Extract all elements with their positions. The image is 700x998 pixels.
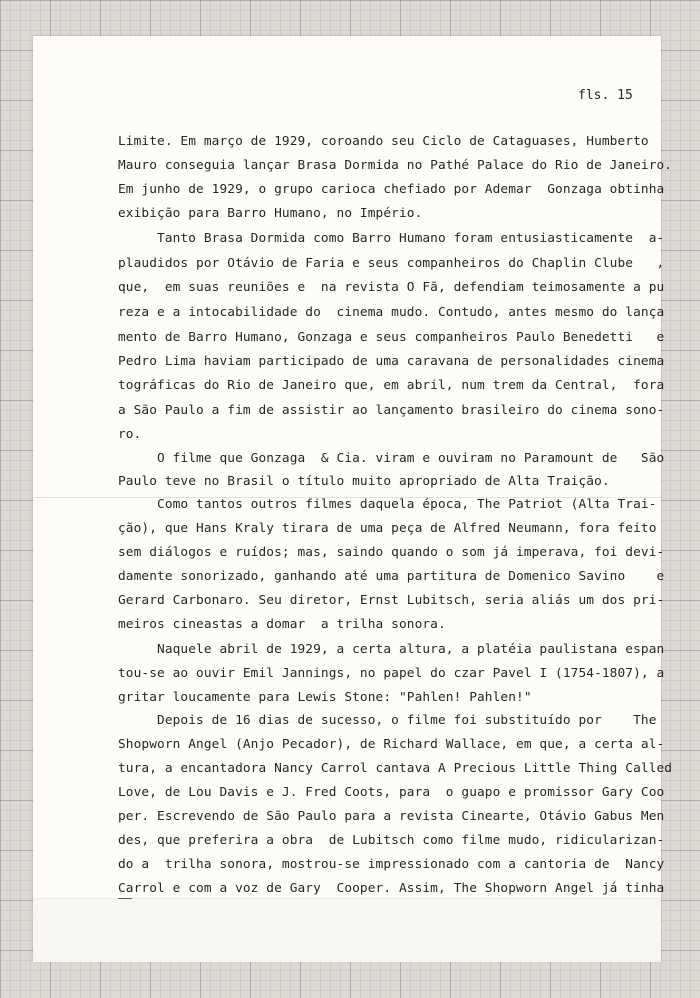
- text-line: Carrol e com a voz de Gary Cooper. Assim, The Shopworn Angel já tinha: [118, 881, 665, 896]
- typed-dash-mark: [118, 898, 132, 899]
- text-line: do a trilha sonora, mostrou-se impressionado com a cantoria de Nancy: [118, 857, 665, 872]
- text-line: Mauro conseguia lançar Brasa Dormida no Pathé Palace do Rio de Janeiro.: [118, 158, 673, 173]
- text-line: Love, de Lou Davis e J. Fred Coots, para o guapo e promissor Gary Coo: [118, 785, 665, 800]
- text-line: reza e a intocabilidade do cinema mudo. Contudo, antes mesmo do lança: [118, 305, 665, 320]
- text-line: Limite. Em março de 1929, coroando seu Ciclo de Cataguases, Humberto: [118, 134, 649, 149]
- text-line: gritar loucamente para Lewis Stone: "Pahlen! Pahlen!": [118, 690, 532, 705]
- text-line: meiros cineastas a domar a trilha sonora.: [118, 617, 446, 632]
- text-line: Pedro Lima haviam participado de uma caravana de personalidades cinema: [118, 354, 665, 369]
- text-line: Shopworn Angel (Anjo Pecador), de Richard Wallace, em que, a certa al-: [118, 737, 665, 752]
- text-line: Como tantos outros filmes daquela época, The Patriot (Alta Trai-: [118, 497, 657, 512]
- text-line: Em junho de 1929, o grupo carioca chefiado por Ademar Gonzaga obtinha: [118, 182, 665, 197]
- text-line: tura, a encantadora Nancy Carrol cantava A Precious Little Thing Called: [118, 761, 673, 776]
- text-line: des, que preferira a obra de Lubitsch como filme mudo, ridicularizan-: [118, 833, 665, 848]
- text-line: O filme que Gonzaga & Cia. viram e ouviram no Paramount de São: [118, 451, 665, 466]
- text-line: Naquele abril de 1929, a certa altura, a platéia paulistana espan: [118, 642, 665, 657]
- text-line: que, em suas reuniões e na revista O Fã, defendiam teimosamente a pu: [118, 280, 665, 295]
- text-line: ção), que Hans Kraly tirara de uma peça de Alfred Neumann, fora feito: [118, 521, 657, 536]
- text-line: damente sonorizado, ganhando até uma partitura de Domenico Savino e: [118, 569, 665, 584]
- page-bottom-strip: [33, 898, 661, 962]
- text-line: plaudidos por Otávio de Faria e seus companheiros do Chaplin Clube ,: [118, 256, 665, 271]
- text-line: sem diálogos e ruídos; mas, saindo quando o som já imperava, foi devi-: [118, 545, 665, 560]
- text-line: per. Escrevendo de São Paulo para a revista Cinearte, Otávio Gabus Men: [118, 809, 665, 824]
- text-line: Gerard Carbonaro. Seu diretor, Ernst Lubitsch, seria aliás um dos pri-: [118, 593, 665, 608]
- text-line: a São Paulo a fim de assistir ao lançamento brasileiro do cinema sono-: [118, 403, 665, 418]
- text-line: Depois de 16 dias de sucesso, o filme foi substituído por The: [118, 713, 657, 728]
- text-line: mento de Barro Humano, Gonzaga e seus companheiros Paulo Benedetti e: [118, 330, 665, 345]
- text-line: exibição para Barro Humano, no Império.: [118, 206, 423, 221]
- text-line: tou-se ao ouvir Emil Jannings, no papel do czar Pavel I (1754-1807), a: [118, 666, 665, 681]
- text-line: Paulo teve no Brasil o título muito apropriado de Alta Traição.: [118, 474, 610, 489]
- folio-number: fls. 15: [578, 88, 633, 103]
- text-line: tográficas do Rio de Janeiro que, em abril, num trem da Central, fora: [118, 378, 665, 393]
- text-line: Tanto Brasa Dormida como Barro Humano foram entusiasticamente a-: [118, 231, 665, 246]
- text-line: ro.: [118, 427, 142, 442]
